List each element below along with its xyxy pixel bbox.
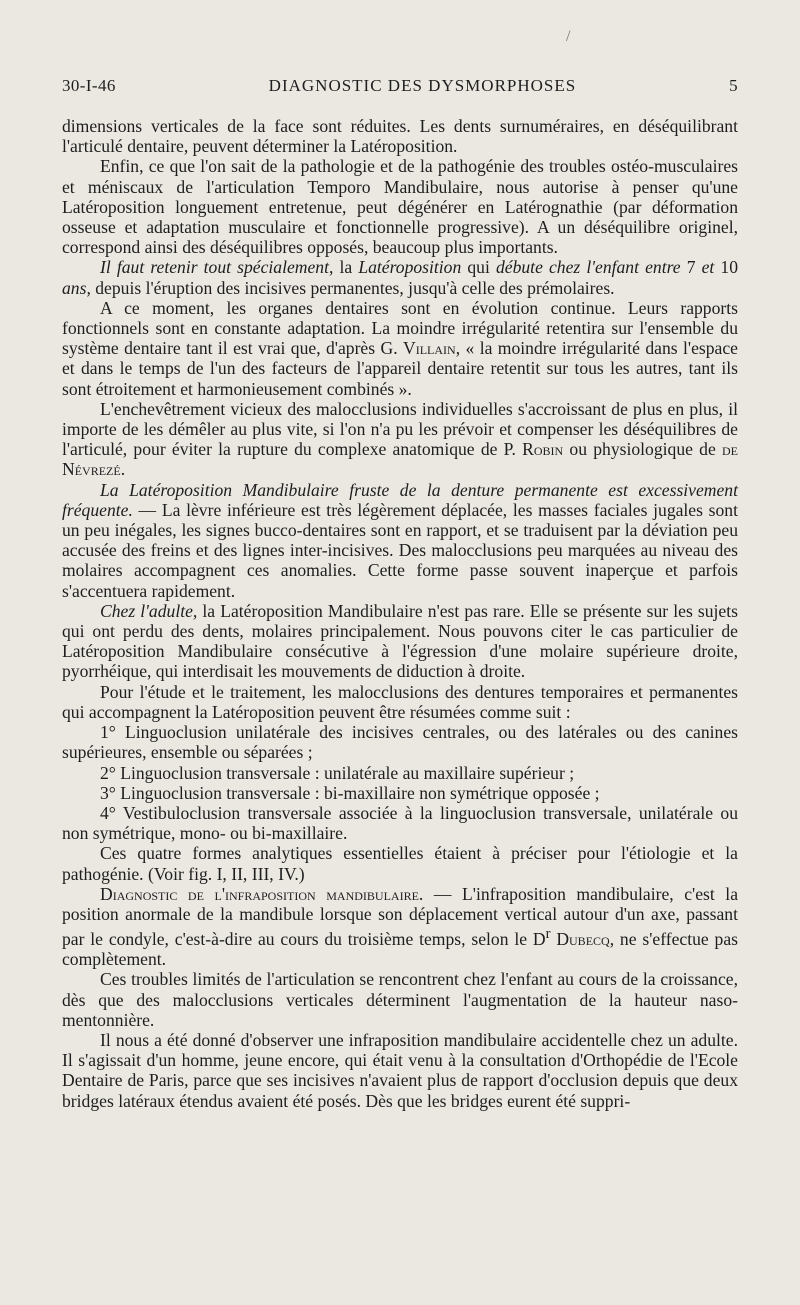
- text-run: la: [333, 257, 359, 278]
- paragraph: [62, 257, 738, 297]
- author-name: de Névrezé: [62, 439, 738, 480]
- list-item: 2° Linguoclusion transversale : unilatérale au maxillaire supérieur ;: [100, 762, 575, 783]
- emphasis: ans,: [62, 277, 91, 298]
- emphasis: et: [701, 257, 715, 278]
- text-run: ou physiologique de: [563, 439, 722, 460]
- list-item: 1° Linguoclusion unilatérale des incisives centrales, ou des latérales ou des canines supérieures, ensemble ou séparées ;: [62, 722, 738, 763]
- list-item: 4° Vestibuloclusion transversale associée à la linguoclusion transversale, unilatérale ou non symétrique, mono- ou bi-maxillaire.: [62, 802, 738, 844]
- paragraph: Ces troubles limités de l'articulation se rencontrent chez l'enfant au cours de la croissance, dès que des malocclusions verticales déterminent l'augmentation de la hauteur naso-mentonnière.: [62, 969, 738, 1030]
- text-run: 7: [680, 257, 702, 278]
- paragraph: [62, 884, 738, 970]
- running-header: [62, 76, 738, 96]
- emphasis: Il faut retenir tout spécialement,: [100, 257, 334, 278]
- paragraph: [62, 399, 738, 480]
- body-text: [62, 116, 738, 1111]
- paragraph: Enfin, ce que l'on sait de la pathologie et de la pathogénie des troubles ostéo-musculaires et méniscaux de l'articulation Temporo Mandibulaire, nous autorise à penser qu'une Latéroposition longuement entretenue, peut dégénérer en Latérognathie (par déformation osseuse et adaptation musculaire et fonctionnelle progressive). A un déséquilibre originel, correspond ainsi des déséquilibres opposés, beaucoup plus importants.: [62, 156, 738, 258]
- text-run: la Latéroposition Mandibulaire n'est pas rare. Elle se présente sur les sujets qui ont perdu des dents, molaires principalement. Nous pouvons citer le cas particulier de Latéroposition Mandibulaire consécutive à l'égression d'une molaire supérieure droite, pyorrhéique, qui interdisait les mouvements de diduction à droite.: [62, 600, 738, 682]
- header-date: 30-I-46: [62, 76, 116, 95]
- text-run: — La lèvre inférieure est très légèrement déplacée, les masses faciales jugales sont un peu inégales, les signes bucco-dentaires sont en rapport, et se traduisent par la déviation peu accusée des freins et des lignes inter-incisives. Des malocclusions peu marquées au niveau des molaires accompagnent ces anomalies. Cette forme passe souvent inaperçue et parfois s'accentuera rapidement.: [62, 499, 738, 601]
- paragraph: Pour l'étude et le traitement, les malocclusions des dentures temporaires et permanentes qui accompagnent la Latéroposition peuvent être résumées comme suit :: [62, 681, 738, 722]
- paragraph: [62, 298, 738, 399]
- section-heading: Diagnostic de l'infraposition mandibulaire.: [100, 883, 424, 904]
- paragraph: [62, 601, 738, 682]
- text-run: — L'infraposition mandibulaire, c'est la position anormale de la mandibule lorsque son déplacement vertical autour d'un axe, passant par le condyle, c'est-à-dire au cours du troisième temps, selon le D: [62, 883, 739, 949]
- text-run: .: [120, 459, 126, 480]
- text-run: L'enchevêtrement vicieux des malocclusions individuelles s'accroissant de plus en plus, il importe de les démêler au plus vite, si l'on n'a pu les prévoir et compenser les déséquilibres de l'articulé, pour éviter la rupture du complexe anatomique de P.: [62, 398, 738, 460]
- author-name: Robin: [522, 439, 564, 460]
- emphasis: débute chez l'enfant entre: [495, 257, 681, 278]
- emphasis: La Latéroposition Mandibulaire fruste de la denture permanente est excessivement fréquente.: [62, 479, 738, 520]
- page-number: 5: [729, 76, 738, 95]
- author-name: Villain: [403, 338, 456, 359]
- emphasis: Chez l'adulte,: [100, 600, 198, 621]
- text-run: qui: [461, 257, 496, 278]
- paragraph: Il nous a été donné d'observer une infraposition mandibulaire accidentelle chez un adulte. Il s'agissait d'un homme, jeune encore, qui était venu à la consultation d'Orthopédie de l'Ecole Dentaire de Paris, parce que ses incisives n'avaient plus de rapport d'occlusion depuis que deux bridges latéraux étendus avaient été posés. Dès que les bridges eurent été suppri-: [62, 1030, 738, 1111]
- text-run: , « la moindre irrégularité dans l'espace et dans le temps de l'un des facteurs de l'appareil dentaire retentit sur tous les autres, tant ils sont étroitement et harmonieusement combinés ».: [62, 338, 738, 399]
- text-run: , ne s'effectue pas complètement.: [62, 928, 738, 970]
- list-item: 3° Linguoclusion transversale : bi-maxillaire non symétrique opposée ;: [100, 782, 600, 803]
- paragraph: dimensions verticales de la face sont réduites. Les dents surnuméraires, en déséquilibrant l'articulé dentaire, peuvent déterminer la Latéroposition.: [62, 116, 738, 157]
- pencil-mark: /: [566, 28, 571, 45]
- emphasis: Latéroposition: [358, 257, 462, 278]
- text-run: depuis l'éruption des incisives permanentes, jusqu'à celle des prémolaires.: [90, 277, 615, 298]
- paragraph: Ces quatre formes analytiques essentielles étaient à préciser pour l'étiologie et la pathogénie. (Voir fig. I, II, III, IV.): [62, 843, 738, 884]
- author-name: Dubecq: [556, 928, 610, 949]
- text-run: A ce moment, les organes dentaires sont en évolution continue. Leurs rapports fonctionnels sont en constante adaptation. La moindre irrégularité retentira sur l'ensemble du système dentaire tant il est vrai que, d'après G.: [62, 297, 738, 359]
- header-title: DIAGNOSTIC DES DYSMORPHOSES: [268, 76, 577, 95]
- text-run: 10: [714, 257, 739, 278]
- paragraph: [62, 480, 738, 601]
- superscript: r: [545, 926, 551, 943]
